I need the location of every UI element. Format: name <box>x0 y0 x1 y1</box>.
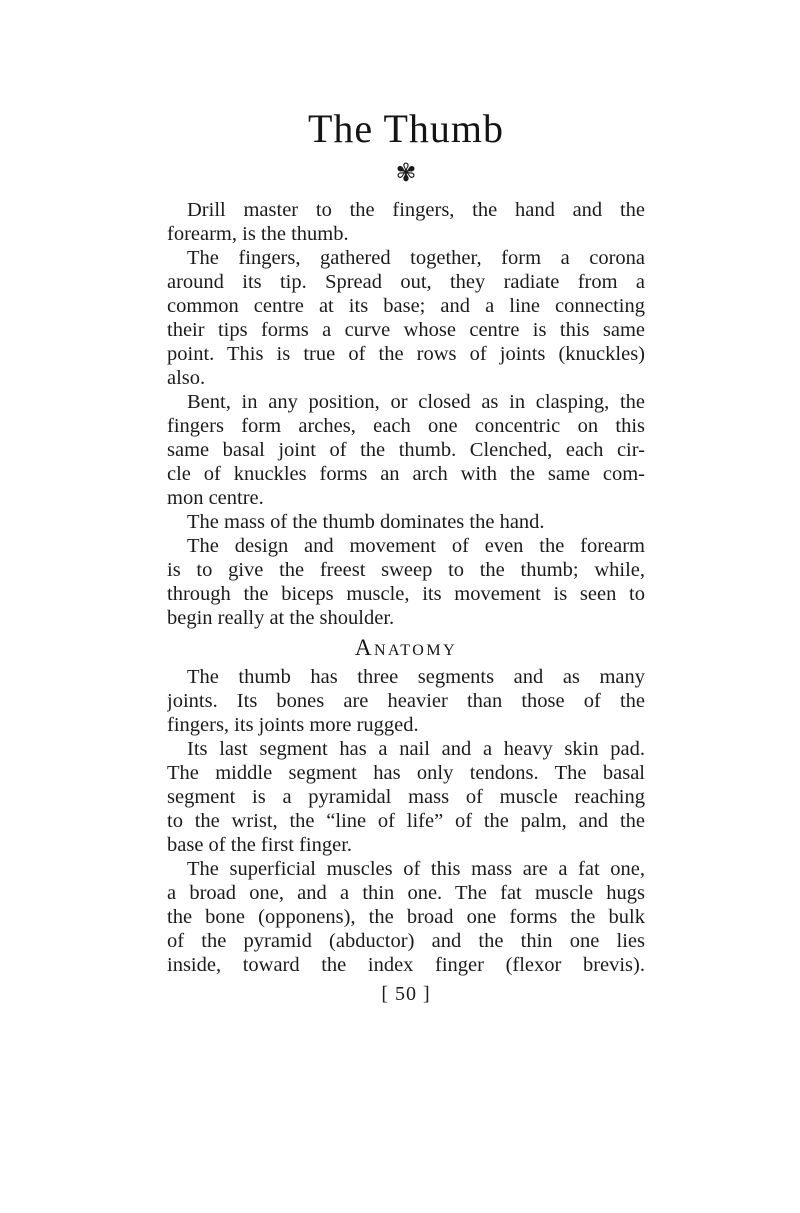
paragraph <box>167 665 645 737</box>
text-line: The fingers, gathered together, form a corona <box>187 247 645 269</box>
text-line: mon centre. <box>167 487 264 509</box>
text-line: a broad one, and a thin one. The fat muscle hugs <box>167 882 645 904</box>
text-line: The superficial muscles of this mass are a fat one, <box>187 858 645 880</box>
text-line: fingers, its joints more rugged. <box>167 714 419 736</box>
text-line: begin really at the shoulder. <box>167 607 395 629</box>
text-line: The mass of the thumb dominates the hand. <box>187 511 545 533</box>
paragraph <box>167 737 645 857</box>
text-line: forearm, is the thumb. <box>167 223 349 245</box>
paragraph <box>167 510 645 534</box>
text-line: point. This is true of the rows of joints (knuckles) <box>167 343 645 365</box>
text-line: also. <box>167 367 206 389</box>
text-line: is to give the freest sweep to the thumb; while, <box>167 559 645 581</box>
text-line: cle of knuckles forms an arch with the same com- <box>167 463 645 485</box>
text-line: base of the first finger. <box>167 834 353 856</box>
text-column <box>167 106 645 1006</box>
page-number: [ 50 ] <box>381 983 431 1005</box>
text-line: through the biceps muscle, its movement is seen to <box>167 583 645 605</box>
text-line: common centre at its base; and a line connecting <box>167 295 645 317</box>
page-title: The Thumb <box>307 106 504 151</box>
text-line: The thumb has three segments and as many <box>187 666 645 688</box>
text-line: same basal joint of the thumb. Clenched, each cir- <box>167 439 645 461</box>
text-line: of the pyramid (abductor) and the thin one lies <box>167 930 645 952</box>
text-line: joints. Its bones are heavier than those of the <box>167 690 645 712</box>
text-line: segment is a pyramidal mass of muscle reaching <box>167 786 645 808</box>
paragraph <box>167 534 645 630</box>
text-line: The design and movement of even the forearm <box>187 535 645 557</box>
page-body <box>167 198 645 977</box>
paragraph <box>167 246 645 390</box>
text-line: around its tip. Spread out, they radiate from a <box>167 271 645 293</box>
text-line: inside, toward the index finger (flexor brevis). <box>167 954 645 976</box>
section-heading: Anatomy <box>354 635 458 660</box>
paragraph <box>167 857 645 977</box>
text-line: their tips forms a curve whose centre is this same <box>167 319 645 341</box>
text-line: The middle segment has only tendons. The basal <box>167 762 645 784</box>
text-line: Bent, in any position, or closed as in clasping, the <box>187 391 645 413</box>
text-line: to the wrist, the “line of life” of the palm, and the <box>167 810 645 832</box>
paragraph <box>167 390 645 510</box>
text-line: Its last segment has a nail and a heavy skin pad. <box>187 738 645 760</box>
text-line: Drill master to the fingers, the hand and the <box>187 199 645 221</box>
text-line: fingers form arches, each one concentric on this <box>167 415 645 437</box>
paragraph <box>167 198 645 246</box>
rosette-ornament-icon: ✾ <box>395 158 417 187</box>
text-line: the bone (opponens), the broad one forms the bulk <box>167 906 645 928</box>
